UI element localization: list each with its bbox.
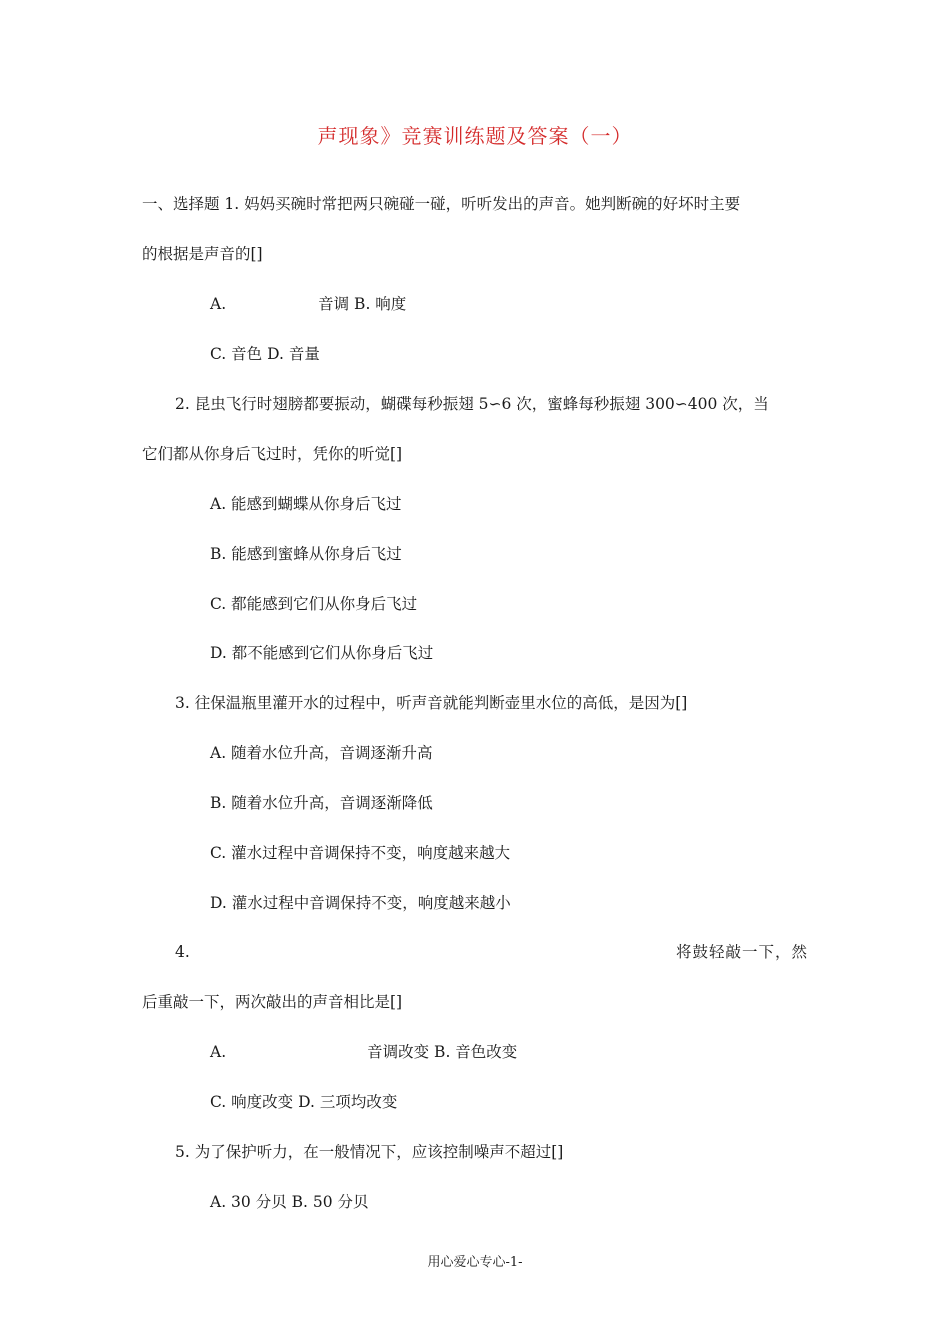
q4-stem-line1-tail: 将鼓轻敲一下，然 (675, 943, 808, 961)
q2-option-a: A. 能感到蝴蝶从你身后飞过 (210, 495, 402, 513)
q2-option-c: C. 都能感到它们从你身后飞过 (210, 595, 418, 613)
q2-option-d: D. 都不能感到它们从你身后飞过 (210, 644, 434, 662)
q4-stem-line2: 后重敲一下，两次敲出的声音相比是[] (142, 993, 403, 1011)
q4-option-cd: C. 响度改变 D. 三项均改变 (210, 1093, 398, 1111)
document-title: 声现象》竞赛训练题及答案（一） (317, 124, 633, 148)
q5-option-ab: A. 30 分贝 B. 50 分贝 (210, 1193, 369, 1211)
q1-stem-line1: 一、选择题 1. 妈妈买碗时常把两只碗碰一碰，听听发出的声音。她判断碗的好坏时主要 (142, 195, 741, 213)
q1-option-cd: C. 音色 D. 音量 (210, 345, 320, 363)
q3-stem-line1: 3. 往保温瓶里灌开水的过程中，听声音就能判断壶里水位的高低，是因为[] (175, 694, 688, 712)
q4-option-a-label: A. (210, 1043, 227, 1061)
q2-option-b: B. 能感到蜜蜂从你身后飞过 (210, 545, 402, 563)
q3-option-b: B. 随着水位升高，音调逐渐降低 (210, 794, 433, 812)
q1-option-a-text: 音调 B. 响度 (318, 295, 407, 313)
q3-option-a: A. 随着水位升高，音调逐渐升高 (210, 744, 433, 762)
q2-stem-line2: 它们都从你身后飞过时，凭你的听觉[] (142, 445, 403, 463)
q3-option-d: D. 灌水过程中音调保持不变，响度越来越小 (210, 894, 511, 912)
q1-stem-line2: 的根据是声音的[] (142, 245, 263, 263)
q2-stem-line1: 2. 昆虫飞行时翅膀都要振动，蝴碟每秒振翅 5∽6 次，蜜蜂每秒振翅 300∽400 次，当 (175, 395, 769, 413)
q3-option-c: C. 灌水过程中音调保持不变，响度越来越大 (210, 844, 511, 862)
q1-option-a-label: A. (210, 295, 227, 313)
q4-option-ab (210, 1042, 517, 1062)
q4-number: 4. (175, 943, 190, 961)
q5-stem-line1: 5. 为了保护听力，在一般情况下，应该控制噪声不超过[] (175, 1143, 564, 1161)
q4-option-a-text: 音调改变 B. 音色改变 (367, 1043, 518, 1061)
page-footer: 用心爱心专心-1- (427, 1255, 523, 1270)
q1-option-ab (210, 294, 406, 314)
